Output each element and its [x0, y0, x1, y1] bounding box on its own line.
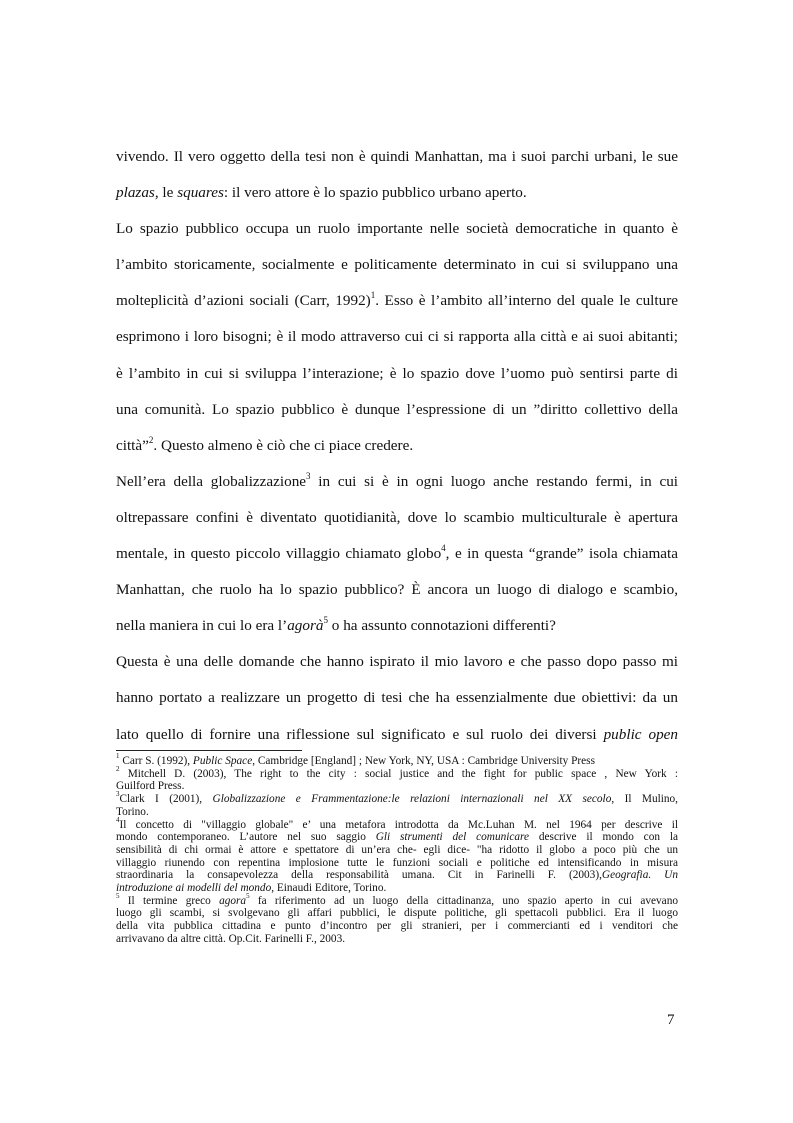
footnote-3 [116, 790, 678, 818]
italic-term: Gli strumenti del comunicare [375, 831, 530, 844]
text-run: mondo contemporaneo. L’autore nel suo saggio [116, 831, 376, 844]
paragraph-2 [116, 211, 678, 464]
italic-term: agorà [287, 617, 324, 635]
footnote-ref: 2 [148, 434, 154, 445]
footnote-line [116, 815, 678, 832]
footnote-2 [116, 764, 678, 793]
footnote-line: luogo gli scambi, si svolgevano gli affari pubblici, le dispute politiche, gli spettacoli pubblici. Era il luogo [116, 907, 678, 920]
text-line [116, 608, 678, 644]
text-run: straordinaria la consapevolezza della responsabilità umana. Cit in Farinelli F. (2003), [116, 869, 602, 882]
footnote-4 [116, 815, 678, 895]
text-line: hanno portato a realizzare un progetto di tesi che ha essenzialmente due obiettivi: da un [116, 689, 678, 707]
text-line [116, 175, 678, 211]
text-run: descrive il mondo con la [529, 831, 678, 844]
italic-term: squares [177, 184, 224, 202]
paragraph-1 [116, 139, 678, 211]
footnote-separator [116, 750, 302, 751]
text-run: o ha assunto connotazioni differenti? [328, 617, 556, 635]
footnote-ref: 5 [246, 891, 250, 900]
footnote-line: Torino. [116, 805, 149, 818]
text-run: città” [116, 436, 149, 454]
footnote-1 [116, 752, 678, 768]
footnote-line [116, 882, 678, 895]
text-line: Questa è una delle domande che hanno ispirato il mio lavoro e che passo dopo passo mi [116, 653, 678, 671]
footnote-ref: 5 [323, 615, 328, 626]
page-number: 7 [667, 1012, 675, 1028]
text-line: esprimono i loro bisogni; è il modo attraverso cui ci si rapporta alla città e ai suoi abitanti; [116, 328, 678, 346]
footnote-line: villaggio riunendo con repentina implosione tutte le funzioni sociali e politiche ed intensificando in misura [116, 856, 678, 869]
footnote-number: 1 [116, 752, 120, 761]
italic-term: plazas [116, 184, 155, 202]
footnote-ref: 4 [441, 542, 446, 553]
footnote-line [116, 790, 678, 806]
paragraph-4 [116, 644, 678, 752]
text-run: Mitchell D. (2003), The right to the city : social justice and the fight for public space , New York : [119, 767, 678, 780]
paragraph-3 [116, 464, 678, 644]
footnote-line [116, 764, 678, 781]
body-text [116, 139, 678, 753]
footnote-5 [116, 891, 678, 946]
text-line [116, 464, 678, 500]
text-run: . Questo almeno è ciò che ci piace credere. [153, 436, 414, 454]
text-line [116, 283, 678, 319]
text-run: mentale, in questo piccolo villaggio chiamato globo [116, 545, 442, 563]
text-run: Il concetto di "villaggio globale" e’ una metafora introdotta da Mc.Luhan M. nel 1964 per descrive il [119, 818, 678, 831]
text-run: lato quello di fornire una riflessione sul significato e sul ruolo dei diversi [116, 725, 604, 743]
text-run: nella maniera in cui lo era l’ [116, 617, 288, 635]
footnote-ref: 3 [306, 470, 311, 481]
text-run: , Il Mulino, [611, 793, 678, 806]
text-run: fa riferimento ad un luogo della cittadinanza, uno spazio aperto in cui avevano [249, 894, 678, 907]
footnote-line [116, 869, 678, 882]
footnotes [116, 752, 678, 946]
footnote-line: della vita pubblica cittadina e punto d’incontro per gli stranieri, per i commercianti ed i venditori che [116, 920, 678, 933]
text-run: , Cambridge [England] ; New York, NY, USA : Cambridge University Press [252, 755, 595, 767]
text-run: . Esso è l’ambito all’interno del quale le culture [375, 292, 678, 310]
italic-term: Globalizzazione e Frammentazione:le relazioni internazionali nel XX secolo [212, 793, 612, 806]
footnote-number: 3 [116, 790, 120, 799]
text-run: molteplicità d’azioni sociali (Carr, 1992) [116, 292, 371, 310]
text-run: , e in questa “grande” isola chiamata [445, 545, 678, 563]
italic-term: Public Space [192, 755, 253, 767]
text-line [116, 717, 678, 753]
text-run: in cui si è in ogni luogo anche restando fermi, in cui [310, 472, 679, 490]
text-line: Manhattan, che ruolo ha lo spazio pubblico? È ancora un luogo di dialogo e scambio, [116, 581, 678, 599]
text-line: Lo spazio pubblico occupa un ruolo importante nelle società democratiche in quanto è [116, 220, 678, 238]
text-run: Carr S. (1992), [119, 755, 193, 767]
footnote-line [116, 831, 678, 844]
text-run: , Einaudi Editore, Torino. [271, 882, 387, 895]
text-line [116, 536, 678, 572]
footnote-number: 4 [116, 815, 120, 824]
italic-term: Geografia. Un [601, 869, 678, 882]
italic-term: introduzione ai modelli del mondo [116, 882, 272, 895]
footnote-line [116, 891, 678, 908]
footnote-ref: 1 [370, 290, 376, 301]
text-line: è l’ambito in cui si sviluppa l’interazione; è lo spazio dove l’uomo può sentirsi parte di [116, 364, 678, 382]
text-line [116, 428, 678, 464]
text-run: Clark I (2001), [119, 793, 213, 806]
footnote-line: arrivavano da altre città. Op.Cit. Farinelli F., 2003. [116, 932, 346, 945]
text-line: una comunità. Lo spazio pubblico è dunque l’espressione di un ”diritto collettivo della [116, 400, 678, 418]
footnote-line [116, 752, 678, 768]
footnote-line: sensibilità di chi ormai è attore e spettatore di un’era che- egli dice- "ha ridotto il globo a poco più che un [116, 843, 678, 856]
text-line: l’ambito storicamente, socialmente e politicamente determinato in cui si sviluppano una [116, 256, 678, 274]
text-line: vivendo. Il vero oggetto della tesi non è quindi Manhattan, ma i suoi parchi urbani, le sue [116, 148, 678, 165]
text-line: oltrepassare confini è diventato quotidianità, dove lo scambio multiculturale è apertura [116, 508, 678, 526]
footnote-line: Guilford Press. [116, 780, 185, 793]
footnote-number: 2 [116, 764, 120, 773]
text-run: Il termine greco [119, 894, 220, 907]
italic-term: agora [219, 894, 247, 907]
text-run: , le [154, 184, 178, 202]
text-run: : il vero attore è lo spazio pubblico urbano aperto. [223, 184, 527, 202]
italic-term: public open [603, 725, 679, 743]
text-run: Nell’era della globalizzazione [116, 472, 307, 490]
footnote-number: 5 [116, 891, 120, 900]
